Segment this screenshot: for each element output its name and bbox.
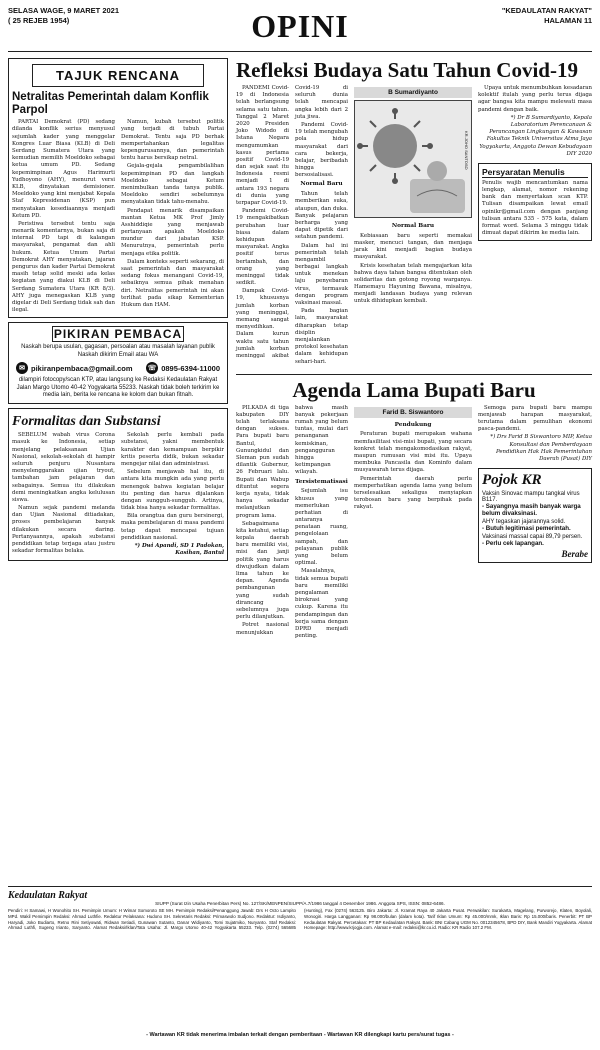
tajuk-rencana (8, 58, 228, 318)
persyaratan-box (478, 163, 592, 242)
refleksi-col-c: Upaya untuk menumbuhkan kesadaran kolektif itulah yang perlu terus dijaga agar bangsa kita mampu melewati masa pandemi dengan baik. *) Dr B Sumardiyanto, Kepala Laboratorium Perencanaan & Perancangan Lingkungan & Kawasan Fakultas Teknik Universitas Atma Jaya Yogyakarta, Anggota Dewan Kebudayaan DIY 2020 Persyaratan Menulis Penulis wajib mencantumkan nama lengkap, alamat, nomor rekening bank dan menyertakan scan KTP. Tulisan disampaikan lewat email opinikr@gmail.com dengan panjang tulisan antara 535 - 575 kata, dalam format word. Selama 3 minggu tidak dimuat dapat dikirim ke media lain. (478, 85, 592, 366)
footer-text: Pendiri: H Samawi, H Wonohito SH. Pemimpin Umum: H Wimar Somoroto SE MH. Pemimpin Redaksi/Penanggung Jawab: Drs H Octo Lampito MPd. Wakil Pemimpin Redaksi: Ahmad Luthfie. Redaktur Pelaksana: Hudono SH. Sekretaris Redaksi: Primaswolo Sudjono. Redaktur: Isdiyanto, Haryadi, Joko Budiarto, Retno Rini Setiyowati, Ridwan Setiadi, Gunawan Sutanto, Danar Widiyanto, Tomi Sujatmiko, Nuryanto. Staf Redaksi: Ahmad Luthfi, Sugeng Irianto, Saryanto. Alamat Redaksi/Iklan/Tata Usaha: Jl. Margo Utomo 40-42 Yogyakarta 55233. Telp. (0274) 565685 (Hunting), Fax (0274) 563125. Biro Jakarta: Jl. Kramat Raya 40 Jakarta Pusat. Perwakilan: Surakarta, Magelang, Purworejo, Klaten, Boyolali, Wonogiri. Harga Langganan: Rp 98.000/bulan (dalam kota). Tarif Iklan Umum: Rp 45.000/mmk, Iklan Baris: Rp 15.000/baris. Penerbit: PT BP Kedaulatan Rakyat. Percetakan: PT BP Kedaulatan Rakyat. Bank: BNI Cabang UGM No. 0012345678, BPD DIY, Bank Mandiri Yogyakarta. Alamat Homepage: http://www.krjogja.com. Alamat e-mail: redaksi@kr.co.id. Radio: KR Radio 107.2 FM. (8, 908, 592, 931)
pojok-item: Vaksin Sinovac mampu tangkal virus B117. - Sayangnya masih banyak warga belum divaksinasi. (482, 491, 581, 518)
left-column (8, 58, 228, 565)
whatsapp-icon: ☏ (146, 362, 158, 374)
right-column (236, 58, 592, 640)
agenda-headline: Agenda Lama Bupati Baru (292, 377, 536, 402)
agenda-author: Farid B. Siswantoro (354, 407, 472, 418)
email-contact[interactable]: ✉ pikiranpembaca@gmail.com (16, 362, 133, 374)
formalitas-body: SEBELUM wabah virus Corona masuk ke Indonesia, setiap menjelang pelaksanaan Ujian Nasional, sekolah-sekolah di hampir seluruh penjuru Nusantara menyelenggarakan ujian tryout, tambahan jam pelajaran dan sebagainya. Semua itu dilakukan demi meningkatkan angka kelulusan siswa. Namun sejak pandemi melanda dan Ujian Nasional ditiadakan, proses pembelajaran banyak dilakukan secara daring. Pertanyaannya, apakah substansi pendidikan tetap terjaga atau justru sekadar formalitas belaka. Sekolah perlu kembali pada substansi, yakni membentuk karakter dan kemampuan berpikir kritis peserta didik, bukan sekadar mengejar nilai dan administrasi. Sebelum menjawab hal itu, di antara kita mungkin ada yang perlu menengok bahwa kegiatan belajar itu penting dan harus dijalankan dengan sungguh-sungguh. Artinya, tidak bisa hanya sekadar formalitas. Bila orangtua dan guru bersinergi, maka pembelajaran di masa pandemi tetap dapat mencapai tujuan pendidikan nasional. *) Dwi Apandi, SD 1 Padokan, Kasihan, Bantul (12, 432, 224, 557)
tajuk-body: PARTAI Demokrat (PD) sedang dilanda konflik serius menyusul sejumlah kader yang menggelar Kongres Luar Biasa (KLB) di Deli Serdang Sumatera Utara yang kemudian memilih Moeldoko sebagai ketua umum PD. Sedang kepemimpinan Agus Harimurti Yudhoyono (AHY), menurut versi KLB, dinyatakan demisioner. Moeldoko yang kini menjabat Kepala Staf Kepresidenan (KSP) pun menyatakan kesediaannya menjadi Ketum PD. Peristiwa tersebut tentu saja menarik komentarnya, bukan saja di internal PD tapi di kalangan masyarakat, pengamat dan ahli hukum. Ketua Umum Partai Demokrat AHY menyatakan, jajaran pengurus dan kader Partai Demokrat masih tetap solid meski ada kelas kegiatan yang diakui KLB di Deli Serdang Sumatera Utara (KR 8/3). AHY juga menegaskan KLB yang digelar di Deli Serdang tidak sah dan ilegal. Namun, kubah tersebut politik yang terjadi di tubuh Partai Demokrat. Tentu saja PD berhak mempertahankan legalitas kepengurusannya, dan pemerintah tentu harus bersikap netral. Gejala-gejala pengambilalihan kepemimpinan PD dan langkah Moeldoko sebagai Ketum menimbulkan tanda tanya publik. Moeldoko sendiri sebelumnya menyatakan tidak tahu-menahu. Pendapat menarik disampaikan mantan Ketua MK Prof Jimly Asshiddiqie yang menjawab pertanyaan apakah Moeldoko mundur dari jabatan KSP. Menurutnya, pemerintah perlu menjaga etika politik. Dalam konteks seperti sekarang, di saat pemerintah dan masyarakat sedang fokus menangani Covid-19, sebaiknya semua pihak menahan diri. Netralitas pemerintah ini akan terlihat pada sikap Kementerian Hukum dan HAM. (12, 119, 224, 314)
kr-logo: Kedaulatan Rakyat (8, 890, 88, 901)
masthead-paper: "KEDAULATAN RAKYAT" HALAMAN 11 (501, 6, 592, 26)
tajuk-banner: TAJUK RENCANA (32, 64, 204, 87)
refleksi-article (236, 59, 592, 366)
masthead-date: SELASA WAGE, 9 MARET 2021 ( 25 REJEB 1954) (8, 6, 119, 26)
agenda-col-a: PILKADA di tiga kabupaten DIY telah terlaksana dengan sukses. Para bupati baru Bantul, Gunungkidul dan Sleman pun sudah dilantik Gubernur, 26 Februari lalu. Bupati dan Wabup dituntut segera kerja nyata, tidak hanya sekadar melanjutkan program lama. Sebagaimana kita ketahui, setiap kepala daerah baru memiliki visi, misi dan janji politik yang harus diwujudkan dalam lima tahun ke depan. Agenda pembangunan yang sudah dirancang sebelumnya juga perlu dilanjutkan. Potret nasional menunjukkan bahwa masih banyak pekerjaan rumah yang belum tuntas, mulai dari penanganan kemiskinan, pengangguran hingga ketimpangan wilayah. Tersistematisasi Sejumlah isu khusus yang memerlukan perhatian di antaranya penataan ruang, pengelolaan sampah, dan pelayanan publik yang belum optimal. Masalahnya, tidak semua bupati baru memiliki pengalaman birokrasi yang cukup. Karena itu pendampingan dan kerja sama dengan DPRD menjadi penting. (236, 404, 348, 640)
virus-illustration-icon (355, 101, 472, 218)
covid-illustration: KR-JOHO SANTOSO (354, 100, 472, 218)
pojok-signature: Berabe (561, 549, 588, 560)
email-icon: ✉ (16, 362, 28, 374)
formalitas-headline: Formalitas dan Substansi (12, 413, 161, 429)
persyaratan-title: Persyaratan Menulis (482, 167, 588, 178)
pikiran-title: PIKIRAN PEMBACA (53, 327, 183, 342)
agenda-article (236, 374, 592, 641)
pojok-item: Vaksinasi massal capai 89,79 persen. - Perlu cek lapangan. (482, 534, 583, 548)
refleksi-headline: Refleksi Budaya Satu Tahun Covid-19 (236, 58, 578, 82)
agenda-col-b: Farid B. Siswantoro Pendukung Peraturan bupati merupakan wahana memfasilitasi visi-misi bupati, yang secara konkret telah mengakomodasikan rakyat, maupun rumusan visi misi itu. Upaya membuka Pancasila dan Kominfo dalam musyawarah terus dijaga. Pemerintah daerah perlu memperhatikan agenda lama yang belum terselesaikan sekaligus menyiapkan terobosan baru yang berpihak pada rakyat. (354, 408, 472, 511)
refleksi-col-b: B Sumardiyanto KR-JOHO SANTOSO Normal Baru Kebiasaan baru seperti memakai masker, mencuci tangan, dan menjaga jarak kini menjadi bagian budaya masyarakat. Krisis kesehatan telah mengajarkan kita bahwa daya tahan bangsa ditentukan oleh solidaritas dan gotong royong warganya. Hamemayu Hayuning Bawana, misalnya, menjadi landasan budaya yang relevan untuk dihidupkan kembali. (354, 89, 472, 305)
refleksi-author-note: *) Dr B Sumardiyanto, Kepala Laboratorium Perencanaan & Perancangan Lingkungan & Kawasan Fakultas Teknik Universitas Atma Jaya Yogyakarta, Anggota Dewan Kebudayaan DIY 2020 (479, 114, 592, 157)
footer-sk: SIUPP (Surat Izin Usaha Penerbitan Pers) No. 127/SK/MENPEN/SIUPP/A.7/1986 tanggal 4 Desember 1986. Anggota SPS, ISSN: 0852-6486. (155, 901, 445, 906)
pojok-title: Pojok KR (482, 472, 542, 489)
pojok-kr (478, 468, 592, 563)
section-title: OPINI (251, 8, 349, 44)
masthead (8, 6, 592, 52)
tajuk-headline: Netralitas Pemerintah dalam Konflik Parpol (12, 91, 209, 116)
contact-row (16, 362, 220, 374)
refleksi-author: B Sumardiyanto (354, 87, 472, 98)
pojok-item: AHY tegaskan jajarannya solid. - Butuh legitimasi pemerintah. (482, 519, 571, 533)
formalitas-signature: *) Dwi Apandi, SD 1 Padokan, Kasihan, Bantul (134, 543, 224, 557)
whatsapp-contact[interactable]: ☏ 0895-6394-11000 (147, 363, 220, 373)
pikiran-intro: Naskah berupa usulan, gagasan, persoalan atau masalah layanan publik Naskah dikirim Email atau WA (21, 344, 215, 358)
agenda-author-note: *) Drs Farid B Siswantoro MIP, Ketua Konsultasi dan Pemberdayaan Pendidikan Hak Hak Pemerintahan Daerah (Pusat) DIY (490, 434, 592, 463)
refleksi-col-a: PANDEMI Covid-19 di Indonesia telah berlangsung selama satu tahun. Tanggal 2 Maret 2020 Presiden Joko Widodo di Istana Negara mengumumkan kasus pertama positif Covid-19 dan sejak saat itu Indonesia resmi menjadi 1 di antara 193 negara di dunia yang terpapar Covid-19. Pandemi Covid-19 mengakibatkan perubahan luar biasa dalam kehidupan masyarakat. Angka positif terus bertambah, dan orang yang meninggal tidak sedikit. Dampak Covid-19, khususnya jumlah korban yang meninggal, memang sangat menyedihkan. Dalam kurun waktu satu tahun jumlah korban meninggal akibat Covid-19 di seluruh dunia telah mencapai angka lebih dari 2 juta jiwa. Pandemi Covid-19 telah mengubah pola hidup masyarakat dari cara bekerja, belajar, beribadah hingga bersosialisasi. Normal Baru Tahun telah memberikan suka, ataupun, dan duka. Banyak pelajaran berharga yang dapat dipetik dari setahun pandemi. Dalam hal ini pemerintah telah mengambil berbagai langkah untuk menekan laju penyebaran virus, termasuk dengan program vaksinasi massal. Pada bagian lain, masyarakat diharapkan tetap disiplin menjalankan protokol kesehatan dalam kehidupan sehari-hari. (236, 85, 348, 365)
pikiran-pembaca (8, 322, 228, 404)
pikiran-footer: dilampiri fotocopy/scan KTP, atau langsung ke Redaksi Kedaulatan Rakyat Jalan Margo Utomo 40-42 Yogyakarta 55233. Naskah tidak boleh terkirim ke media lain, berita ke rencana ke kolom dan bukan fitnah. (16, 377, 220, 399)
footer-notice: - Wartawan KR tidak menerima imbalan terkait dengan pemberitaan - Wartawan KR dilengkapi kartu pers/surat tugas - (146, 1032, 454, 1038)
masthead-footer (8, 886, 592, 1038)
persyaratan-text: Penulis wajib mencantumkan nama lengkap, alamat, nomor rekening bank dan menyertakan scan KTP. Tulisan disampaikan lewat email opinikr@gmail.com dengan panjang tulisan antara 535 - 575 kata, dalam format word. Selama 3 minggu tidak dimuat dapat dikirim ke media lain. (482, 179, 588, 237)
formalitas-article (8, 408, 228, 562)
agenda-col-c: Semoga para bupati baru mampu menjawab harapan masyarakat, terutama dalam pemulihan ekonomi pasca-pandemi. *) Drs Farid B Siswantoro MIP, Ketua Konsultasi dan Pemberdayaan Pendidikan Hak Hak Pemerintahan Daerah (Pusat) DIY Pojok KR Vaksin Sinovac mampu tangkal virus B117. - Sayangnya masih banyak warga belum divaksinasi. AHY tegaskan jajarannya solid. - Butuh legitimasi pemerintah. Vaksinasi massal capai 89,79 persen. - Perlu cek lapangan. Berabe (478, 405, 592, 641)
